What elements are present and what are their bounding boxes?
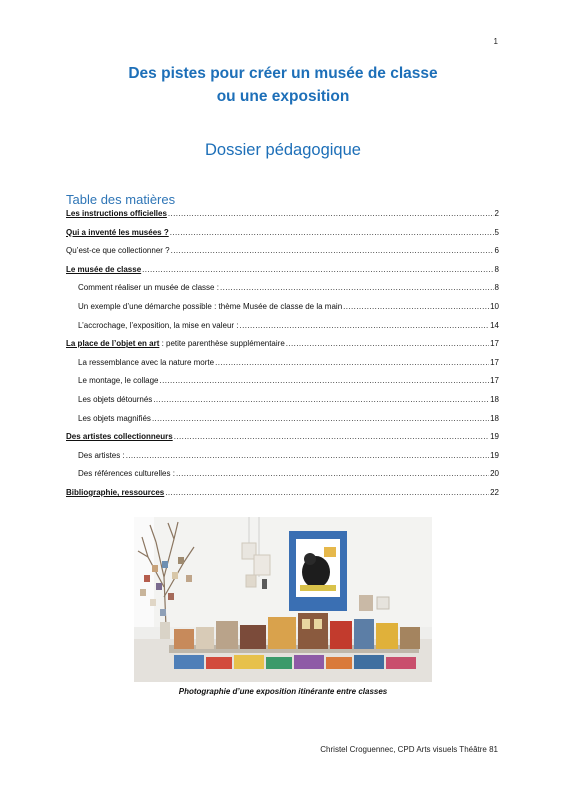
toc-entry-title-part: Qu’est-ce que collectionner ? [66,246,170,256]
toc-leader-dots [343,302,489,311]
toc-entry[interactable] [66,358,499,367]
toc-leader-dots [174,432,489,441]
toc-entry-title [78,358,214,367]
toc-entry-title [78,376,159,385]
toc-entry[interactable] [66,339,499,348]
toc-entry[interactable] [66,395,499,404]
toc-entry[interactable] [66,488,499,497]
toc-entry-title-part: Le montage, le collage [78,376,159,386]
toc-entry-title-part: Des références culturelles : [78,469,175,479]
toc-page-number: 8 [494,264,499,274]
table-of-contents [66,209,499,497]
toc-entry-title [66,209,167,218]
toc-page-number: 5 [494,227,499,237]
toc-entry-title [78,451,125,460]
toc-leader-dots [126,451,489,460]
toc-page-number: 22 [490,487,499,497]
toc-leader-dots [171,246,494,255]
toc-entry-title-part: La place de l’objet en art [66,339,160,349]
document-title-line-2: ou une exposition [216,88,350,105]
toc-page-number: 14 [490,320,499,330]
toc-leader-dots [220,283,494,292]
toc-entry-title [78,395,152,404]
toc-entry[interactable] [66,246,499,255]
toc-entry-title-part: Un exemple d’une démarche possible : thème Musée de classe de la main [78,301,343,311]
toc-entry[interactable] [66,265,499,274]
toc-leader-dots [153,395,489,404]
toc-leader-dots [176,469,489,478]
toc-page-number: 2 [494,209,499,218]
toc-entry-title-part: Les instructions officielles [66,209,167,218]
toc-entry-title-part: Des artistes : [78,450,125,460]
toc-entry-title-part: Les objets détournés [78,394,153,404]
toc-leader-dots [142,265,493,274]
toc-entry-title-part: : petite parenthèse supplémentaire [159,339,285,349]
toc-entry[interactable] [66,376,499,385]
toc-entry[interactable] [66,451,499,460]
footer-author: Christel Croguennec, CPD Arts visuels Théâtre 81 [320,745,498,754]
toc-entry-title [66,265,141,274]
toc-entry[interactable] [66,414,499,423]
toc-entry[interactable] [66,321,499,330]
toc-entry-title-part: Des artistes collectionneurs [66,432,173,442]
toc-entry-title-part: Le musée de classe [66,264,142,274]
toc-entry-title [78,469,175,478]
toc-page-number: 19 [490,432,499,442]
toc-entry-title [66,228,169,237]
toc-page-number: 8 [494,283,499,293]
document-subtitle: Dossier pédagogique [205,141,361,159]
toc-page-number: 17 [490,376,499,386]
toc-leader-dots [170,228,494,237]
toc-page-number: 17 [490,357,499,367]
document-title-line-1: Des pistes pour créer un musée de classe [128,65,438,82]
toc-leader-dots [168,209,494,218]
toc-entry-title-part: Comment réaliser un musée de classe : [78,283,219,293]
toc-entry-title [66,432,173,441]
toc-entry-title [78,283,219,292]
toc-leader-dots [215,358,489,367]
toc-entry-title-part: L’accrochage, l’exposition, la mise en valeur : [78,320,239,330]
toc-leader-dots [240,321,490,330]
toc-entry-title [66,488,164,497]
toc-page-number: 18 [490,394,499,404]
toc-leader-dots [286,339,489,348]
toc-entry[interactable] [66,302,499,311]
toc-entry-title-part: Bibliographie, ressources [66,487,165,497]
toc-page-number: 6 [494,246,499,256]
toc-leader-dots [160,376,490,385]
toc-entry[interactable] [66,209,499,218]
toc-entry[interactable] [66,228,499,237]
toc-entry[interactable] [66,283,499,292]
toc-page-number: 18 [490,413,499,423]
toc-page-number: 17 [490,339,499,349]
toc-entry-title [66,246,170,255]
page-number: 1 [493,37,498,46]
exhibition-photo [134,517,432,682]
toc-page-number: 10 [490,301,499,311]
photo-caption: Photographie d’une exposition itinérante entre classes [178,687,388,696]
toc-entry-title [78,321,239,330]
toc-leader-dots [165,488,489,497]
toc-entry-title [66,339,285,348]
toc-entry-title [78,302,342,311]
toc-leader-dots [152,414,489,423]
toc-entry-title-part: La ressemblance avec la nature morte [78,357,215,367]
toc-heading: Table des matières [66,192,176,207]
toc-entry[interactable] [66,432,499,441]
toc-entry-title [78,414,151,423]
toc-page-number: 19 [490,450,499,460]
toc-entry[interactable] [66,469,499,478]
toc-entry-title-part: Qui a inventé les musées ? [66,227,169,237]
toc-entry-title-part: Les objets magnifiés [78,413,151,423]
toc-page-number: 20 [490,469,499,479]
